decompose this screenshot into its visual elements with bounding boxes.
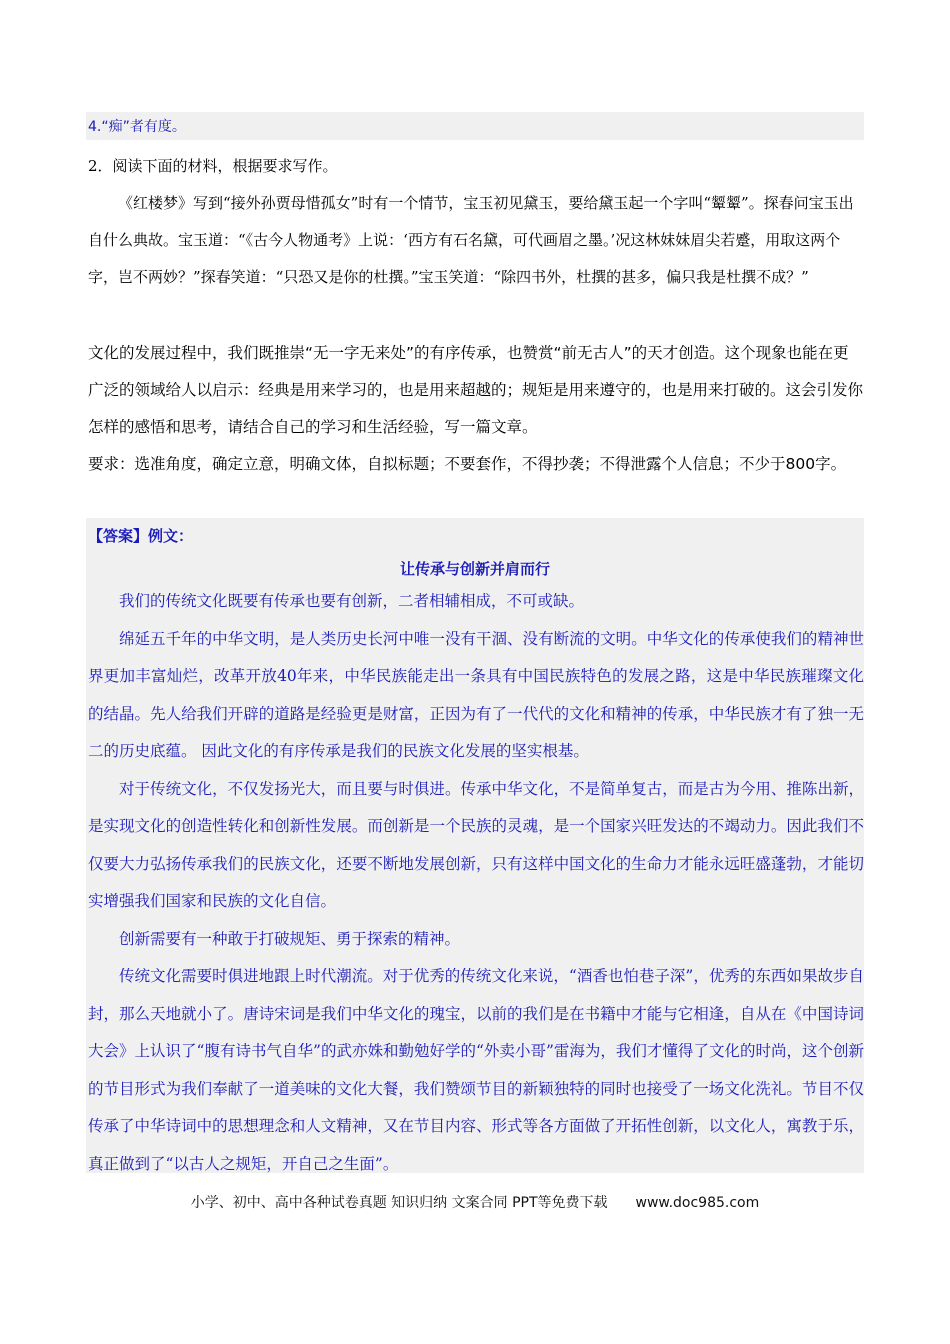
prompt-paragraph: 文化的发展过程中，我们既推崇“无一字无来处”的有序传承，也赞赏“前无古人”的天才创造。这个现象也能在更广泛的领域给人以启示：经典是用来学习的，也是用来超越的；规矩是用来遵守的，也是用来打破的。这会引发你怎样的感悟和思考，请结合自己的学习和生活经验，写一篇文章。 bbox=[88, 344, 864, 436]
writing-prompt bbox=[88, 335, 863, 483]
answer-item-4: 4.“痴”者有度。 bbox=[88, 119, 186, 135]
material-quote bbox=[88, 185, 868, 296]
item4-shading bbox=[86, 112, 864, 140]
answer-label bbox=[88, 525, 193, 546]
requirement-paragraph: 要求：选准角度，确定立意，明确文体，自拟标题；不要套作，不得抄袭；不得泄露个人信息；不少于800字。 bbox=[88, 455, 847, 473]
quote-paragraph: 《红楼梦》写到“接外孙贾母惜孤女”时有一个情节，宝玉初见黛玉，要给黛玉起一个字叫“颦颦”。探春问宝玉出自什么典故。宝玉道：“《古今人物通考》上说：‘西方有石名黛，可代画眉之墨。’况这林妹妹眉尖若蹙，用取这两个字，岂不两妙？”探春笑道：“只恐又是你的杜撰。”宝玉笑道：“除四书外，杜撰的甚多，偏只我是杜撰不成？” bbox=[88, 194, 854, 286]
essay-paragraph: 创新需要有一种敢于打破规矩、勇于探索的精神。 bbox=[119, 929, 461, 948]
footer-site-link[interactable]: www.doc985.com bbox=[635, 1195, 760, 1211]
footer-text: 小学、初中、高中各种试卷真题 知识归纳 文案合同 PPT等免费下载 bbox=[190, 1195, 608, 1211]
essay-paragraph: 对于传统文化，不仅发扬光大，而且要与时俱进。传承中华文化，不是简单复古，而是古为今用、推陈出新，是实现文化的创造性转化和创新性发展。而创新是一个民族的灵魂，是一个国家兴旺发达的不竭动力。因此我们不仅要大力弘扬传承我们的民族文化，还要不断地发展创新，只有这样中国文化的生命力才能永远旺盛蓬勃，才能切实增强我们国家和民族的文化自信。 bbox=[88, 779, 864, 910]
essay-title: 让传承与创新并肩而行 bbox=[399, 560, 550, 578]
essay-body bbox=[88, 583, 864, 1183]
question-heading: 2．阅读下面的材料，根据要求写作。 bbox=[88, 157, 338, 175]
essay-paragraph: 我们的传统文化既要有传承也要有创新，二者相辅相成，不可或缺。 bbox=[119, 592, 585, 610]
page-footer bbox=[0, 1192, 950, 1212]
essay-paragraph: 绵延五千年的中华文明，是人类历史长河中唯一没有干涸、没有断流的文明。中华文化的传承使我们的精神世界更加丰富灿烂，改革开放40年来，中华民族能走出一条具有中国民族特色的发展之路，这是中华民族璀璨文化的结晶。先人给我们开辟的道路是经验更是财富，正因为有了一代代的文化和精神的传承，中华民族才有了独一无二的历史底蕴。 因此文化的有序传承是我们的民族文化发展的坚实根基。 bbox=[88, 629, 864, 760]
essay-paragraph: 传统文化需要时俱进地跟上时代潮流。对于优秀的传统文化来说，“酒香也怕巷子深”，优秀的东西如果故步自封，那么天地就小了。唐诗宋词是我们中华文化的瑰宝，以前的我们是在书籍中才能与它相逢，自从在《中国诗词大会》上认识了“腹有诗书气自华”的武亦姝和勤勉好学的“外卖小哥”雷海为，我们才懂得了文化的时尚，这个创新的节目形式为我们奉献了一道美味的文化大餐，我们赞颂节目的新颖独特的同时也接受了一场文化洗礼。节目不仅传承了中华诗词中的思想理念和人文精神，又在节目内容、形式等各方面做了开拓性创新，以文化人，寓教于乐，真正做到了“以古人之规矩，开自己之生面”。 bbox=[88, 967, 864, 1173]
answer-tag: 【答案】 bbox=[88, 527, 149, 545]
example-label: 例文： bbox=[148, 527, 194, 545]
